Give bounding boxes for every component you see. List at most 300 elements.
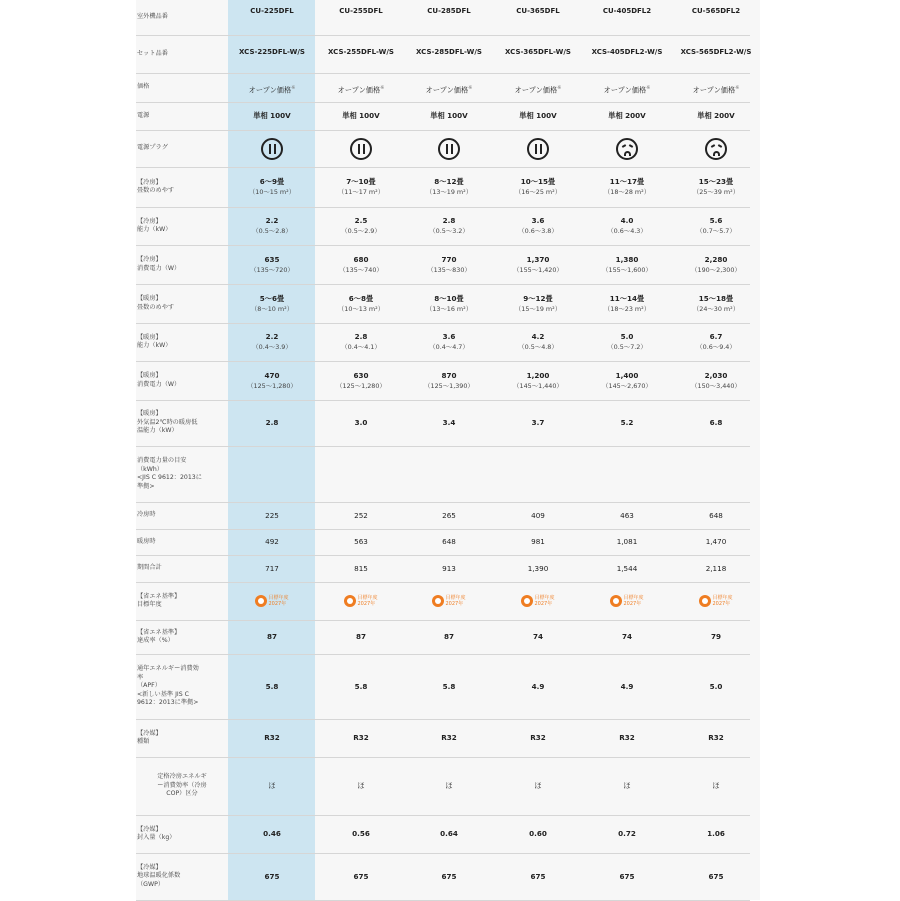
value: R32 [441,733,457,742]
cell-cool_consume [406,255,492,275]
value-main: 6.7 [709,332,723,341]
value: 74 [621,632,632,641]
cell-power [495,111,581,121]
cell-plug [584,138,670,163]
value-range: （125～1,280） [336,381,386,390]
cell-gwp [406,872,492,882]
cell-heat_room [495,294,581,314]
cell-heat_cap [673,332,759,352]
cell-eco_rate [673,632,759,642]
cell-heat_low [495,418,581,428]
price-note-mark: ※ [557,84,562,91]
value-range: （8～10 m²） [250,304,294,313]
cell-cop [584,781,670,791]
cell-ref_amount [318,829,404,839]
cell-heat_period [584,537,670,547]
cell-heat_consume [584,371,670,391]
cell-price [406,83,492,95]
cell-refrigerant [318,733,404,743]
value: 913 [442,563,456,573]
cell-outdoor [584,6,670,16]
set-model-name: XCS-285DFL-W/S [416,48,482,56]
cell-plug [673,138,759,163]
value: 87 [443,632,454,641]
value-range: （24～30 m²） [692,304,740,313]
cell-cool_room [495,177,581,197]
cell-heat_consume [673,371,759,391]
value-range: （190～2,300） [691,265,741,274]
cell-heat_room [318,294,404,314]
value-range: （10～15 m²） [248,188,296,196]
cell-eco_target [318,595,404,610]
value: 265 [442,510,456,520]
value: 1.06 [707,829,725,838]
value-main: 3.6 [531,216,545,225]
plug-prong [269,144,271,154]
cell-cool_room [584,177,670,197]
plug-prong [629,144,633,148]
value-main: 4.2 [531,332,545,341]
value-range: （13～16 m²） [425,304,473,313]
row-label-heat_consume: 【暖房】 消費電力（W） [137,372,181,388]
cell-refrigerant [584,733,670,743]
cell-eco_rate [584,632,670,642]
cell-price [318,83,404,95]
row-label-cool_cap: 【冷房】 能力（kW） [137,217,172,233]
cell-eco_rate [495,632,581,642]
cell-eco_target [406,595,492,610]
value-main: 6～8畳 [348,293,374,303]
eco-badge-text: 目標年度 2027年 [445,594,466,607]
value-main: 11～14畳 [609,293,645,303]
plug-prong [274,144,276,154]
price-note-mark: ※ [291,84,296,91]
plug-prong [446,144,448,154]
value: 3.4 [442,418,456,427]
price-text: オープン価格 [692,84,736,94]
value: 675 [619,871,635,881]
cell-apf [673,682,759,692]
eco-target-badge [344,595,377,607]
cell-year_total [584,564,670,574]
cell-heat_consume [406,371,492,391]
value: 3.7 [531,418,545,427]
cell-cool_cap [406,216,492,236]
cell-heat_cap [495,332,581,352]
cell-heat_low [318,418,404,428]
value-range: （135～830） [427,265,471,274]
value: 225 [265,510,279,520]
price-text: オープン価格 [603,84,647,94]
cell-power [406,111,492,121]
value: 981 [531,537,545,546]
cell-heat_cap [229,332,315,352]
value-range: （0.6～3.8） [518,227,558,235]
plug-prong [363,144,365,154]
cell-cool_cap [673,216,759,236]
row-label-year_total: 期間合計 [137,564,162,572]
value: 1,544 [616,563,638,573]
row-divider [136,446,750,503]
cell-plug [229,138,315,163]
value: 409 [531,510,545,520]
value: 675 [264,871,280,881]
plug-100v-icon [438,138,460,160]
power-text: 単相 100V [430,111,468,120]
row-label-cop: 定格冷房エネルギ ー消費効率（冷房 COP）区分 [157,773,207,798]
cell-outdoor [495,6,581,16]
cell-set [495,47,581,57]
value-range: （145～1,440） [513,381,563,390]
eco-mark-icon [699,595,711,607]
plug-prong [711,144,715,148]
value: 815 [354,563,368,573]
cell-cool_period [318,511,404,521]
plug-prong [358,144,360,154]
value: R32 [619,733,635,742]
value: ほ [357,781,365,790]
value-range: （0.4～4.7） [429,343,469,351]
value: 675 [530,871,546,881]
row-label-heat_low: 【暖房】 外気温2℃時の暖房低 温能力（kW） [137,410,198,435]
cell-cop [229,781,315,791]
cell-cool_consume [229,255,315,275]
value-main: 5～6畳 [259,293,285,303]
set-model-name: XCS-365DFL-W/S [505,48,571,56]
value-range: （135～720） [250,265,294,274]
plug-prong [540,144,542,154]
cell-price [673,83,759,95]
value-main: 6～9畳 [259,177,285,186]
cell-ref_amount [229,829,315,839]
row-label-ref_amount: 【冷媒】 封入量（kg） [137,825,176,841]
cell-cop [673,781,759,791]
plug-ground [713,151,720,156]
price-text: オープン価格 [337,84,381,94]
model-name: CU-225DFL [250,7,294,15]
cell-power [229,111,315,121]
value-main: 2,280 [704,254,728,264]
value-range: （145～2,670） [602,381,652,390]
row-label-price: 価格 [137,83,150,91]
plug-prong [718,144,722,148]
row-label-plug: 電源プラグ [137,144,168,152]
cell-cool_cap [584,216,670,236]
cell-apf [318,682,404,692]
power-text: 単相 100V [342,111,380,120]
cell-cool_period [584,511,670,521]
price-note-mark: ※ [380,84,385,91]
power-text: 単相 100V [519,111,557,120]
cell-gwp [673,872,759,882]
value: 5.8 [265,681,279,691]
value-range: （0.4～4.1） [341,343,381,351]
value: 2,118 [705,563,727,573]
set-model-name: XCS-565DFL2-W/S [680,48,752,56]
value: R32 [264,733,280,742]
cell-power [673,111,759,121]
value-main: 630 [353,370,369,380]
value-main: 770 [441,254,457,264]
value-range: （135～740） [339,265,383,274]
value: R32 [530,733,546,742]
value: 0.72 [618,829,636,838]
cell-apf [495,682,581,692]
value-range: （0.7～5.7） [696,227,736,235]
cell-price [229,83,315,95]
cell-outdoor [318,6,404,16]
value: 4.9 [531,681,545,691]
price-note-mark: ※ [646,84,651,91]
value-main: 5.0 [620,332,634,341]
value-main: 1,370 [526,254,550,264]
cell-heat_low [229,418,315,428]
value: 492 [265,537,279,546]
row-label-apf: 通年エネルギー消費効 率 （APF） <新しい基準 JIS C 9612：2013に準拠> [137,665,199,707]
value: R32 [708,733,724,742]
cell-year_total [318,564,404,574]
cell-outdoor [406,6,492,16]
set-model-name: XCS-405DFL2-W/S [591,48,663,56]
cell-cool_cap [318,216,404,236]
cell-cool_cap [229,216,315,236]
value: 3.0 [354,418,368,427]
eco-badge-text: 目標年度 2027年 [268,594,289,607]
plug-ground [624,151,631,156]
cell-set [673,47,759,57]
cell-eco_rate [318,632,404,642]
row-label-eco_rate: 【省エネ基準】 達成率（%） [137,628,181,644]
power-text: 単相 200V [608,111,646,120]
value-main: 680 [353,254,369,264]
cell-year_total [495,564,581,574]
cell-eco_target [673,595,759,610]
cell-cool_consume [584,255,670,275]
cell-heat_period [673,537,759,547]
cell-apf [406,682,492,692]
value-main: 2.2 [265,216,279,225]
row-label-refrigerant: 【冷媒】 種類 [137,729,162,745]
value-range: （155～1,600） [602,265,652,274]
value: 648 [442,537,456,546]
cell-cool_consume [673,255,759,275]
value: 1,081 [616,537,638,546]
value-range: （0.5～3.2） [429,227,469,235]
value: 675 [353,871,369,881]
value-range: （0.6～9.4） [696,343,736,351]
plug-200v-icon [616,138,638,160]
value: 5.2 [620,418,634,427]
cell-ref_amount [584,829,670,839]
value-main: 2.8 [354,332,368,341]
cell-gwp [318,872,404,882]
cell-heat_period [318,537,404,547]
cell-heat_period [495,537,581,547]
cell-outdoor [229,6,315,16]
cell-ref_amount [406,829,492,839]
value: 717 [265,563,279,573]
value: ほ [534,781,542,790]
cell-heat_cap [406,332,492,352]
cell-gwp [584,872,670,882]
eco-badge-text: 目標年度 2027年 [534,594,555,607]
value-range: （0.5～7.2） [607,343,647,351]
value: 6.8 [709,418,723,427]
cell-heat_period [406,537,492,547]
cell-power [318,111,404,121]
value: 79 [710,632,721,641]
cell-heat_consume [495,371,581,391]
cell-heat_low [406,418,492,428]
value-main: 2.5 [354,216,368,225]
cell-apf [229,682,315,692]
price-text: オープン価格 [425,84,469,94]
value-range: （0.5～2.9） [341,227,381,235]
cell-plug [406,138,492,163]
plug-100v-icon [261,138,283,160]
model-name: CU-255DFL [339,7,383,15]
model-name: CU-565DFL2 [691,7,741,15]
value-range: （125～1,390） [424,381,474,390]
cell-cool_room [318,177,404,197]
eco-target-badge [610,595,643,607]
plug-100v-icon [527,138,549,160]
row-label-power: 電源 [137,111,150,119]
cell-price [584,83,670,95]
cell-heat_room [673,294,759,314]
value-main: 9～12畳 [523,293,553,303]
cell-cool_period [406,511,492,521]
value: 4.9 [620,681,634,691]
value-range: （16～25 m²） [514,188,562,196]
value: 0.56 [352,829,370,838]
row-label-heat_period: 暖房時 [137,537,156,545]
cell-cool_period [229,511,315,521]
cell-refrigerant [495,733,581,743]
value-main: 8～12畳 [434,177,464,186]
value-main: 8～10畳 [434,293,464,303]
value: 1,390 [527,563,549,573]
price-note-mark: ※ [468,84,473,91]
value-range: （18～23 m²） [603,304,651,313]
value-main: 3.6 [442,332,456,341]
cell-refrigerant [229,733,315,743]
value-main: 11～17畳 [609,177,645,186]
cell-cool_period [673,511,759,521]
row-label-heat_room: 【暖房】 畳数のめやす [137,295,175,311]
value: 675 [441,871,457,881]
row-label-gwp: 【冷媒】 地球温暖化係数 （GWP） [137,863,181,888]
plug-prong [535,144,537,154]
model-name: CU-405DFL2 [602,7,652,15]
value-range: （13～19 m²） [425,188,473,196]
value: 5.0 [709,681,723,691]
value: 1,470 [705,537,727,546]
power-text: 単相 200V [697,111,735,120]
power-text: 単相 100V [253,111,291,120]
cell-heat_room [406,294,492,314]
cell-heat_low [673,418,759,428]
cell-plug [318,138,404,163]
cell-heat_period [229,537,315,547]
value: 2.8 [265,418,279,427]
value: R32 [353,733,369,742]
cell-eco_target [584,595,670,610]
cell-eco_target [495,595,581,610]
cell-ref_amount [673,829,759,839]
value: 0.46 [263,829,281,838]
value: 87 [355,632,366,641]
row-label-annual: 消費電力量の目安 （kWh） <JIS C 9612：2013に 準拠> [137,457,202,490]
value-main: 15～18畳 [698,293,734,303]
price-text: オープン価格 [248,84,292,94]
value-range: （18～28 m²） [603,188,651,196]
value: 87 [266,632,277,641]
cell-power [584,111,670,121]
value: 463 [620,510,634,520]
cell-eco_target [229,595,315,610]
cell-heat_cap [318,332,404,352]
cell-refrigerant [406,733,492,743]
cell-heat_consume [318,371,404,391]
cell-year_total [406,564,492,574]
value-range: （0.5～2.8） [252,227,292,235]
cell-heat_cap [584,332,670,352]
value: ほ [623,781,631,790]
value-main: 1,200 [526,370,550,380]
cell-cop [318,781,404,791]
eco-badge-text: 目標年度 2027年 [357,594,378,607]
row-label-cool_consume: 【冷房】 消費電力（W） [137,256,181,272]
value-range: （0.4～3.9） [252,343,292,351]
eco-target-badge [432,595,465,607]
value-main: 10～15畳 [520,177,556,186]
value-range: （25～39 m²） [692,188,740,196]
cell-heat_consume [229,371,315,391]
value-range: （10～13 m²） [337,304,385,313]
cell-cool_consume [495,255,581,275]
value-main: 635 [264,254,280,264]
value: 0.60 [529,829,547,838]
cell-outdoor [673,6,759,16]
price-note-mark: ※ [735,84,740,91]
plug-100v-icon [350,138,372,160]
value: ほ [712,781,720,790]
value: 0.64 [440,829,458,838]
cell-plug [495,138,581,163]
eco-badge-text: 目標年度 2027年 [623,594,644,607]
value-main: 1,380 [615,254,639,264]
row-label-outdoor: 室外機品番 [137,13,168,21]
eco-target-badge [255,595,288,607]
value-main: 1,400 [615,370,639,380]
plug-prong [451,144,453,154]
cell-heat_room [584,294,670,314]
cell-gwp [229,872,315,882]
cell-set [229,47,315,57]
eco-target-badge [699,595,732,607]
row-label-heat_cap: 【暖房】 能力（kW） [137,333,172,349]
value: 5.8 [354,681,368,691]
value: 563 [354,537,368,546]
value: 252 [354,510,368,520]
eco-mark-icon [255,595,267,607]
value: 5.8 [442,681,456,691]
value-range: （150～3,440） [691,381,741,390]
plug-200v-icon [705,138,727,160]
value-range: （125～1,280） [247,381,297,390]
cell-price [495,83,581,95]
